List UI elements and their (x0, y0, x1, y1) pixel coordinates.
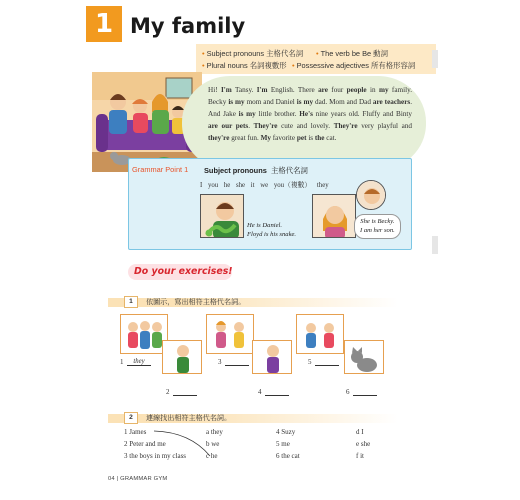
jake-portrait (356, 180, 386, 210)
intro-text-run: cute and lovely. (277, 122, 334, 130)
daniel-caption: He is Daniel. Floyd is his snake. (247, 222, 297, 238)
boy-pointing-drawing (163, 341, 202, 374)
bullet-icon: • (316, 49, 319, 58)
page-title: My family (130, 14, 246, 38)
exercise-2-number: 2 (124, 412, 138, 424)
intro-text-run: My (260, 134, 271, 142)
intro-text-run: dad. Mom and Dad (313, 98, 373, 106)
intro-text-run: in (366, 86, 379, 94)
intro-text-run: is (306, 134, 315, 142)
grammar-title-en: Subject pronouns (204, 166, 267, 175)
exercise-1-item-6: 6 (346, 388, 377, 396)
match-option-d[interactable]: d I (356, 428, 364, 436)
becky-portrait (312, 194, 356, 238)
intro-text-run: . And Jake (208, 98, 413, 118)
intro-text-run: Tansy. (231, 86, 257, 94)
match-left-6[interactable]: 6 the cat (276, 452, 300, 460)
exercise-2-instruction: 連線找出相符主格代名詞。 (146, 414, 232, 422)
intro-text-run: He's (299, 110, 313, 118)
exercise-1-picture-4 (252, 340, 292, 374)
match-option-e[interactable]: e she (356, 440, 371, 448)
intro-text-run: are (318, 86, 328, 94)
intro-text-run: people (346, 86, 367, 94)
intro-text-run: They're (253, 122, 278, 130)
topic-possessive-adjectives: • Possessive adjectives 所有格形容詞 (292, 61, 416, 70)
match-left-2[interactable]: 2 Peter and me (124, 440, 166, 448)
exercise-1-item-2: 2 (166, 388, 197, 396)
intro-text-run: favorite (270, 134, 297, 142)
answer-blank-4[interactable] (265, 388, 289, 396)
intro-text-run: they're (208, 134, 230, 142)
becky-caption-bubble: She is Becky. I am her son. (354, 214, 401, 239)
bullet-icon: • (292, 61, 295, 70)
match-left-1[interactable]: 1 James (124, 428, 147, 436)
match-option-b[interactable]: b we (206, 440, 220, 448)
match-option-c[interactable]: c he (206, 452, 218, 460)
topic-plural-nouns: • Plural nouns 名詞複數形 (202, 61, 287, 70)
intro-text-run: is my (228, 98, 245, 106)
pronoun-list: I you he she it we you（複數） they (200, 182, 329, 189)
intro-text-run: English. There (267, 86, 319, 94)
intro-text-run: little brother. (255, 110, 300, 118)
unit-number-badge: 1 (86, 6, 122, 42)
grammar-point-title (204, 165, 308, 176)
exercise-1-item-4: 4 (258, 388, 289, 396)
intro-text-run: is my (296, 98, 314, 106)
daniel-portrait (200, 194, 244, 238)
exercise-1-item-3: 3 (218, 358, 249, 366)
answer-blank-6[interactable] (353, 388, 377, 396)
exercise-1-picture-3 (206, 314, 254, 354)
intro-text-run: very playful and (357, 122, 413, 130)
intro-text-run: I'm (256, 86, 268, 94)
intro-text-run: I'm (220, 86, 232, 94)
intro-text-run: They're (333, 122, 358, 130)
intro-text-run: four (327, 86, 347, 94)
match-option-f[interactable]: f it (356, 452, 364, 460)
intro-text-run: are teachers (372, 98, 411, 106)
two-people-talking-drawing (207, 315, 254, 354)
match-option-a[interactable]: a they (206, 428, 223, 436)
bullet-icon: • (202, 49, 205, 58)
children-drawing (297, 315, 344, 354)
intro-text-run: family. Becky (208, 86, 413, 106)
intro-text-run: pet (296, 134, 307, 142)
answer-blank-1[interactable]: they (127, 358, 151, 366)
intro-text-run: cat. (324, 134, 337, 142)
becky-drawing (313, 195, 356, 238)
intro-text-run: Hi! (208, 86, 221, 94)
exercise-1-picture-6 (344, 340, 384, 374)
bullet-icon: • (202, 61, 205, 70)
intro-text-run: mom and Daniel (244, 98, 297, 106)
intro-text-run: my (378, 86, 389, 94)
page-footer: 04 | GRAMMAR GYM (108, 476, 168, 482)
grammar-title-zh: 主格代名詞 (270, 166, 308, 175)
intro-text-run: nine years old. Fluffy and Binty (312, 110, 413, 118)
page-edge-tab (432, 50, 438, 68)
answer-blank-2[interactable] (173, 388, 197, 396)
cat-drawing (345, 341, 384, 374)
exercise-1-picture-5 (296, 314, 344, 354)
exercise-1-item-1: 1 they (120, 358, 151, 366)
exercise-1-picture-1 (120, 314, 168, 354)
intro-paragraph (208, 84, 412, 144)
person-waving-drawing (253, 341, 292, 374)
exercises-header: Do your exercises! (134, 266, 233, 277)
topic-subject-pronouns: • Subject pronouns 主格代名詞 (202, 49, 304, 58)
group-of-people-drawing (121, 315, 168, 354)
intro-text-run: . (248, 122, 254, 130)
match-left-5[interactable]: 5 me (276, 440, 290, 448)
match-left-4[interactable]: 4 Suzy (276, 428, 296, 436)
intro-text-run: great fun. (229, 134, 261, 142)
exercise-1-instruction: 依圖示，寫出相符主格代名詞。 (146, 298, 246, 306)
match-left-3[interactable]: 3 the boys in my class (124, 452, 187, 460)
intro-text-run: the (314, 134, 325, 142)
intro-text-run: are our pets (208, 122, 249, 130)
exercise-1-picture-2 (162, 340, 202, 374)
grammar-point-label: Grammar Point 1 (132, 165, 189, 174)
page-edge-tab (432, 236, 438, 254)
answer-blank-5[interactable] (315, 358, 339, 366)
answer-blank-3[interactable] (225, 358, 249, 366)
exercise-1-number: 1 (124, 296, 138, 308)
daniel-with-snake-drawing (201, 195, 244, 238)
exercise-1-item-5: 5 (308, 358, 339, 366)
topic-verb-be: • The verb be Be 動詞 (316, 49, 388, 58)
intro-text-run: is my (238, 110, 256, 118)
